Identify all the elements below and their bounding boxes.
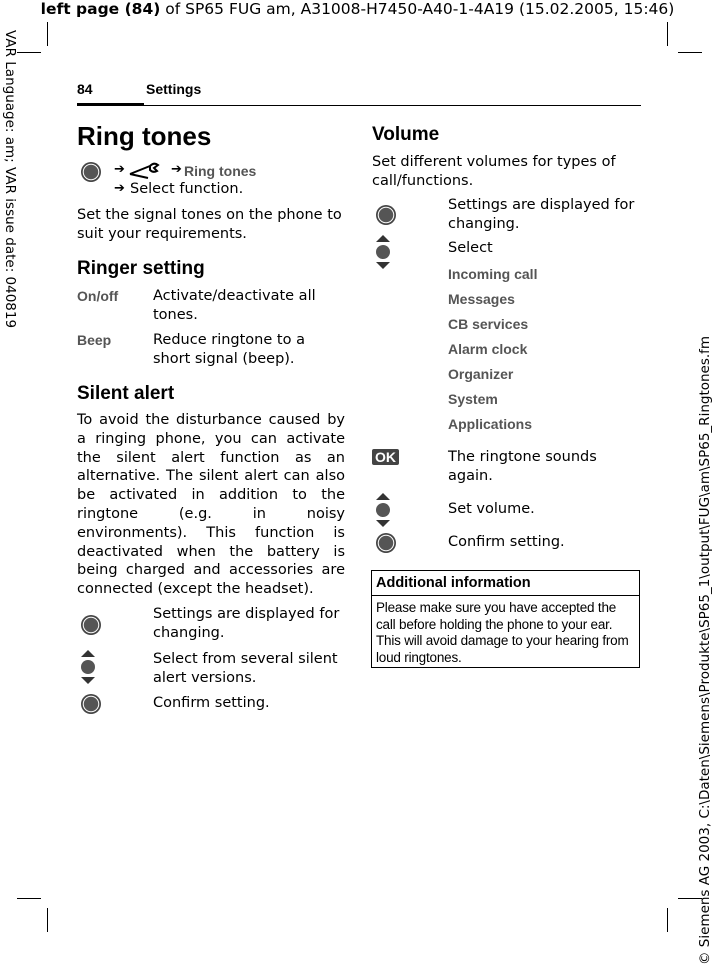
info-title: Additional information bbox=[376, 575, 531, 591]
crop-mark bbox=[678, 52, 702, 53]
option-applications: Applications bbox=[448, 416, 533, 432]
volume-options bbox=[448, 264, 638, 439]
volume-heading: Volume bbox=[372, 124, 440, 145]
print-header-rest: of SP65 FUG am, A31008-H7450-A40-1-4A19 (15.02.2005, 15:46) bbox=[160, 0, 675, 18]
side-text-left: VAR Language: am; VAR issue date: 040819 bbox=[2, 30, 18, 329]
print-header-bold: left page (84) bbox=[40, 0, 161, 18]
arrow-icon: ➔ bbox=[114, 162, 125, 177]
nav-key-icon bbox=[81, 694, 101, 714]
silent-heading: Silent alert bbox=[77, 383, 175, 404]
nav-key-icon bbox=[376, 533, 396, 553]
ringer-heading: Ringer setting bbox=[77, 258, 205, 279]
section-title: Settings bbox=[146, 81, 202, 97]
option-alarm-clock: Alarm clock bbox=[448, 341, 528, 357]
step-text: The ringtone sounds again. bbox=[448, 449, 597, 484]
page-number: 84 bbox=[77, 81, 93, 97]
ring-tones-title: Ring tones bbox=[77, 121, 212, 151]
side-text-right: © Siemens AG 2003, C:\Daten\Siemens\Produkte\SP65_1\output\FUG\am\SP65_Ringtones.fm bbox=[697, 335, 713, 965]
ringer-desc: Activate/deactivate all tones. bbox=[153, 288, 316, 323]
step-text: Settings are displayed for changing. bbox=[448, 197, 635, 232]
nav-key-icon bbox=[81, 615, 101, 635]
step-text: Settings are displayed for changing. bbox=[153, 606, 340, 641]
nav-key-icon bbox=[376, 205, 396, 225]
arrow-icon: ➔ bbox=[114, 181, 125, 196]
path-action: Select function. bbox=[130, 181, 244, 197]
up-down-icon bbox=[375, 235, 391, 269]
crop-mark bbox=[47, 908, 48, 932]
step-text: Select from several silent alert versions. bbox=[153, 651, 338, 686]
crop-mark bbox=[17, 52, 41, 53]
info-box bbox=[371, 570, 640, 668]
wrench-icon bbox=[128, 160, 160, 182]
crop-mark bbox=[47, 22, 48, 46]
option-cb-services: CB services bbox=[448, 316, 529, 332]
select-label: Select bbox=[448, 240, 493, 256]
crop-mark bbox=[667, 908, 668, 932]
step-text: Confirm setting. bbox=[448, 534, 565, 550]
step-text: Confirm setting. bbox=[153, 695, 270, 711]
silent-text: To avoid the disturbance caused by a ringing phone, you can activate the silent alert function as an alternative. The silent alert can also be activated in addition to the ringtone (e.g. in noisy environments). This function is deactivated when the battery is being charged and accessories are connected (except the headset). bbox=[77, 412, 345, 598]
nav-key-icon bbox=[81, 162, 101, 182]
print-header bbox=[0, 0, 715, 18]
header-rule-accent bbox=[77, 103, 144, 106]
info-text: Please make sure you have accepted the call before holding the phone to your ear. This will avoid damage to your hearing from loud ringtones. bbox=[376, 600, 629, 665]
up-down-icon bbox=[375, 493, 391, 527]
intro-text: Set the signal tones on the phone to suit your requirements. bbox=[77, 207, 342, 242]
up-down-icon bbox=[80, 650, 96, 684]
option-messages: Messages bbox=[448, 291, 515, 307]
header-rule bbox=[77, 105, 641, 106]
option-system: System bbox=[448, 391, 498, 407]
ringer-term: Beep bbox=[77, 332, 112, 348]
ringer-term: On/off bbox=[77, 288, 119, 304]
step-text: Set volume. bbox=[448, 501, 535, 517]
crop-mark bbox=[667, 22, 668, 46]
arrow-icon: ➔ bbox=[171, 162, 182, 177]
option-incoming-call: Incoming call bbox=[448, 266, 538, 282]
volume-intro: Set different volumes for types of call/functions. bbox=[372, 154, 616, 189]
crop-mark bbox=[17, 898, 41, 899]
path-item: Ring tones bbox=[184, 163, 257, 179]
ringer-desc: Reduce ringtone to a short signal (beep). bbox=[153, 332, 305, 367]
option-organizer: Organizer bbox=[448, 366, 514, 382]
ok-key-icon: OK bbox=[372, 449, 399, 465]
